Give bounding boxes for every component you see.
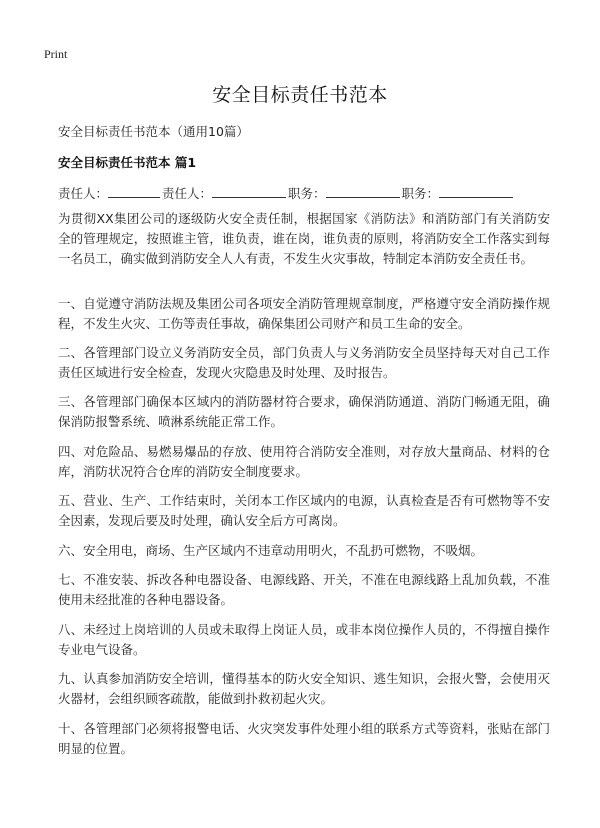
print-label: Print <box>44 47 68 61</box>
clause-paragraph: 七、不准安装、拆改各种电器设备、电源线路、开关，不准在电源线路上乱加负载，不准使用未经批准的各种电器设备。 <box>58 572 550 607</box>
position-label-2: 职务： <box>401 186 440 201</box>
clause-paragraph: 五、营业、生产、工作结束时，关闭本工作区域内的电源，认真检查是否有可燃物等不安全因素，发现后要及时处理，确认安全后方可离岗。 <box>58 493 550 528</box>
document-subtitle: 安全目标责任书范本（通用10篇） <box>58 124 249 139</box>
signature-blank <box>212 184 286 198</box>
clause-paragraph: 八、未经过上岗培训的人员或未取得上岗证人员，或非本岗位操作人员的，不得擅自操作专业电气设备。 <box>58 622 550 657</box>
section-heading: 安全目标责任书范本 篇1 <box>58 155 197 170</box>
signature-row <box>58 184 548 202</box>
responsible-person-label-1: 责任人： <box>58 186 109 201</box>
clause-paragraph: 九、认真参加消防安全培训，懂得基本的防火安全知识、逃生知识，会报火警，会使用灭火器材，会组织顾客疏散，能做到扑救初起火灾。 <box>58 671 550 706</box>
signature-blank <box>326 184 400 198</box>
clause-paragraph: 三、各管理部门确保本区域内的消防器材符合要求，确保消防通道、消防门畅通无阻，确保消防报警系统、喷淋系统能正常工作。 <box>58 394 550 429</box>
intro-paragraph: 为贯彻XX集团公司的逐级防火安全责任制，根据国家《消防法》和消防部门有关消防安全的管理规定，按照谁主管，谁负责，谁在岗，谁负责的原则，将消防安全工作落实到每一名员工，确实做到消防安全人人有责，不发生火灾事故，特制定本消防安全责任书。 <box>58 211 550 266</box>
position-label-1: 职务： <box>288 186 326 201</box>
clause-paragraph: 一、自觉遵守消防法规及集团公司各项安全消防管理规章制度，严格遵守安全消防操作规程，不发生火灾、工伤等责任事故，确保集团公司财产和员工生命的安全。 <box>58 296 550 331</box>
responsible-person-label-2: 责任人： <box>162 186 213 201</box>
signature-blank <box>439 184 513 198</box>
clause-paragraph: 十、各管理部门必须将报警电话、火灾突发事件处理小组的联系方式等资料，张贴在部门明显的位置。 <box>58 721 550 756</box>
clause-paragraph: 四、对危险品、易燃易爆品的存放、使用符合消防安全准则，对存放大量商品、材料的仓库，消防状况符合仓库的消防安全制度要求。 <box>58 444 550 479</box>
document-title: 安全目标责任书范本 <box>212 84 388 106</box>
clause-paragraph: 六、安全用电，商场、生产区域内不违章动用明火，不乱扔可燃物，不吸烟。 <box>58 543 484 558</box>
clause-paragraph: 二、各管理部门设立义务消防安全员，部门负责人与义务消防安全员坚持每天对自己工作责任区域进行安全检查，发现火灾隐患及时处理、及时报告。 <box>58 345 550 380</box>
signature-blank <box>108 184 160 198</box>
